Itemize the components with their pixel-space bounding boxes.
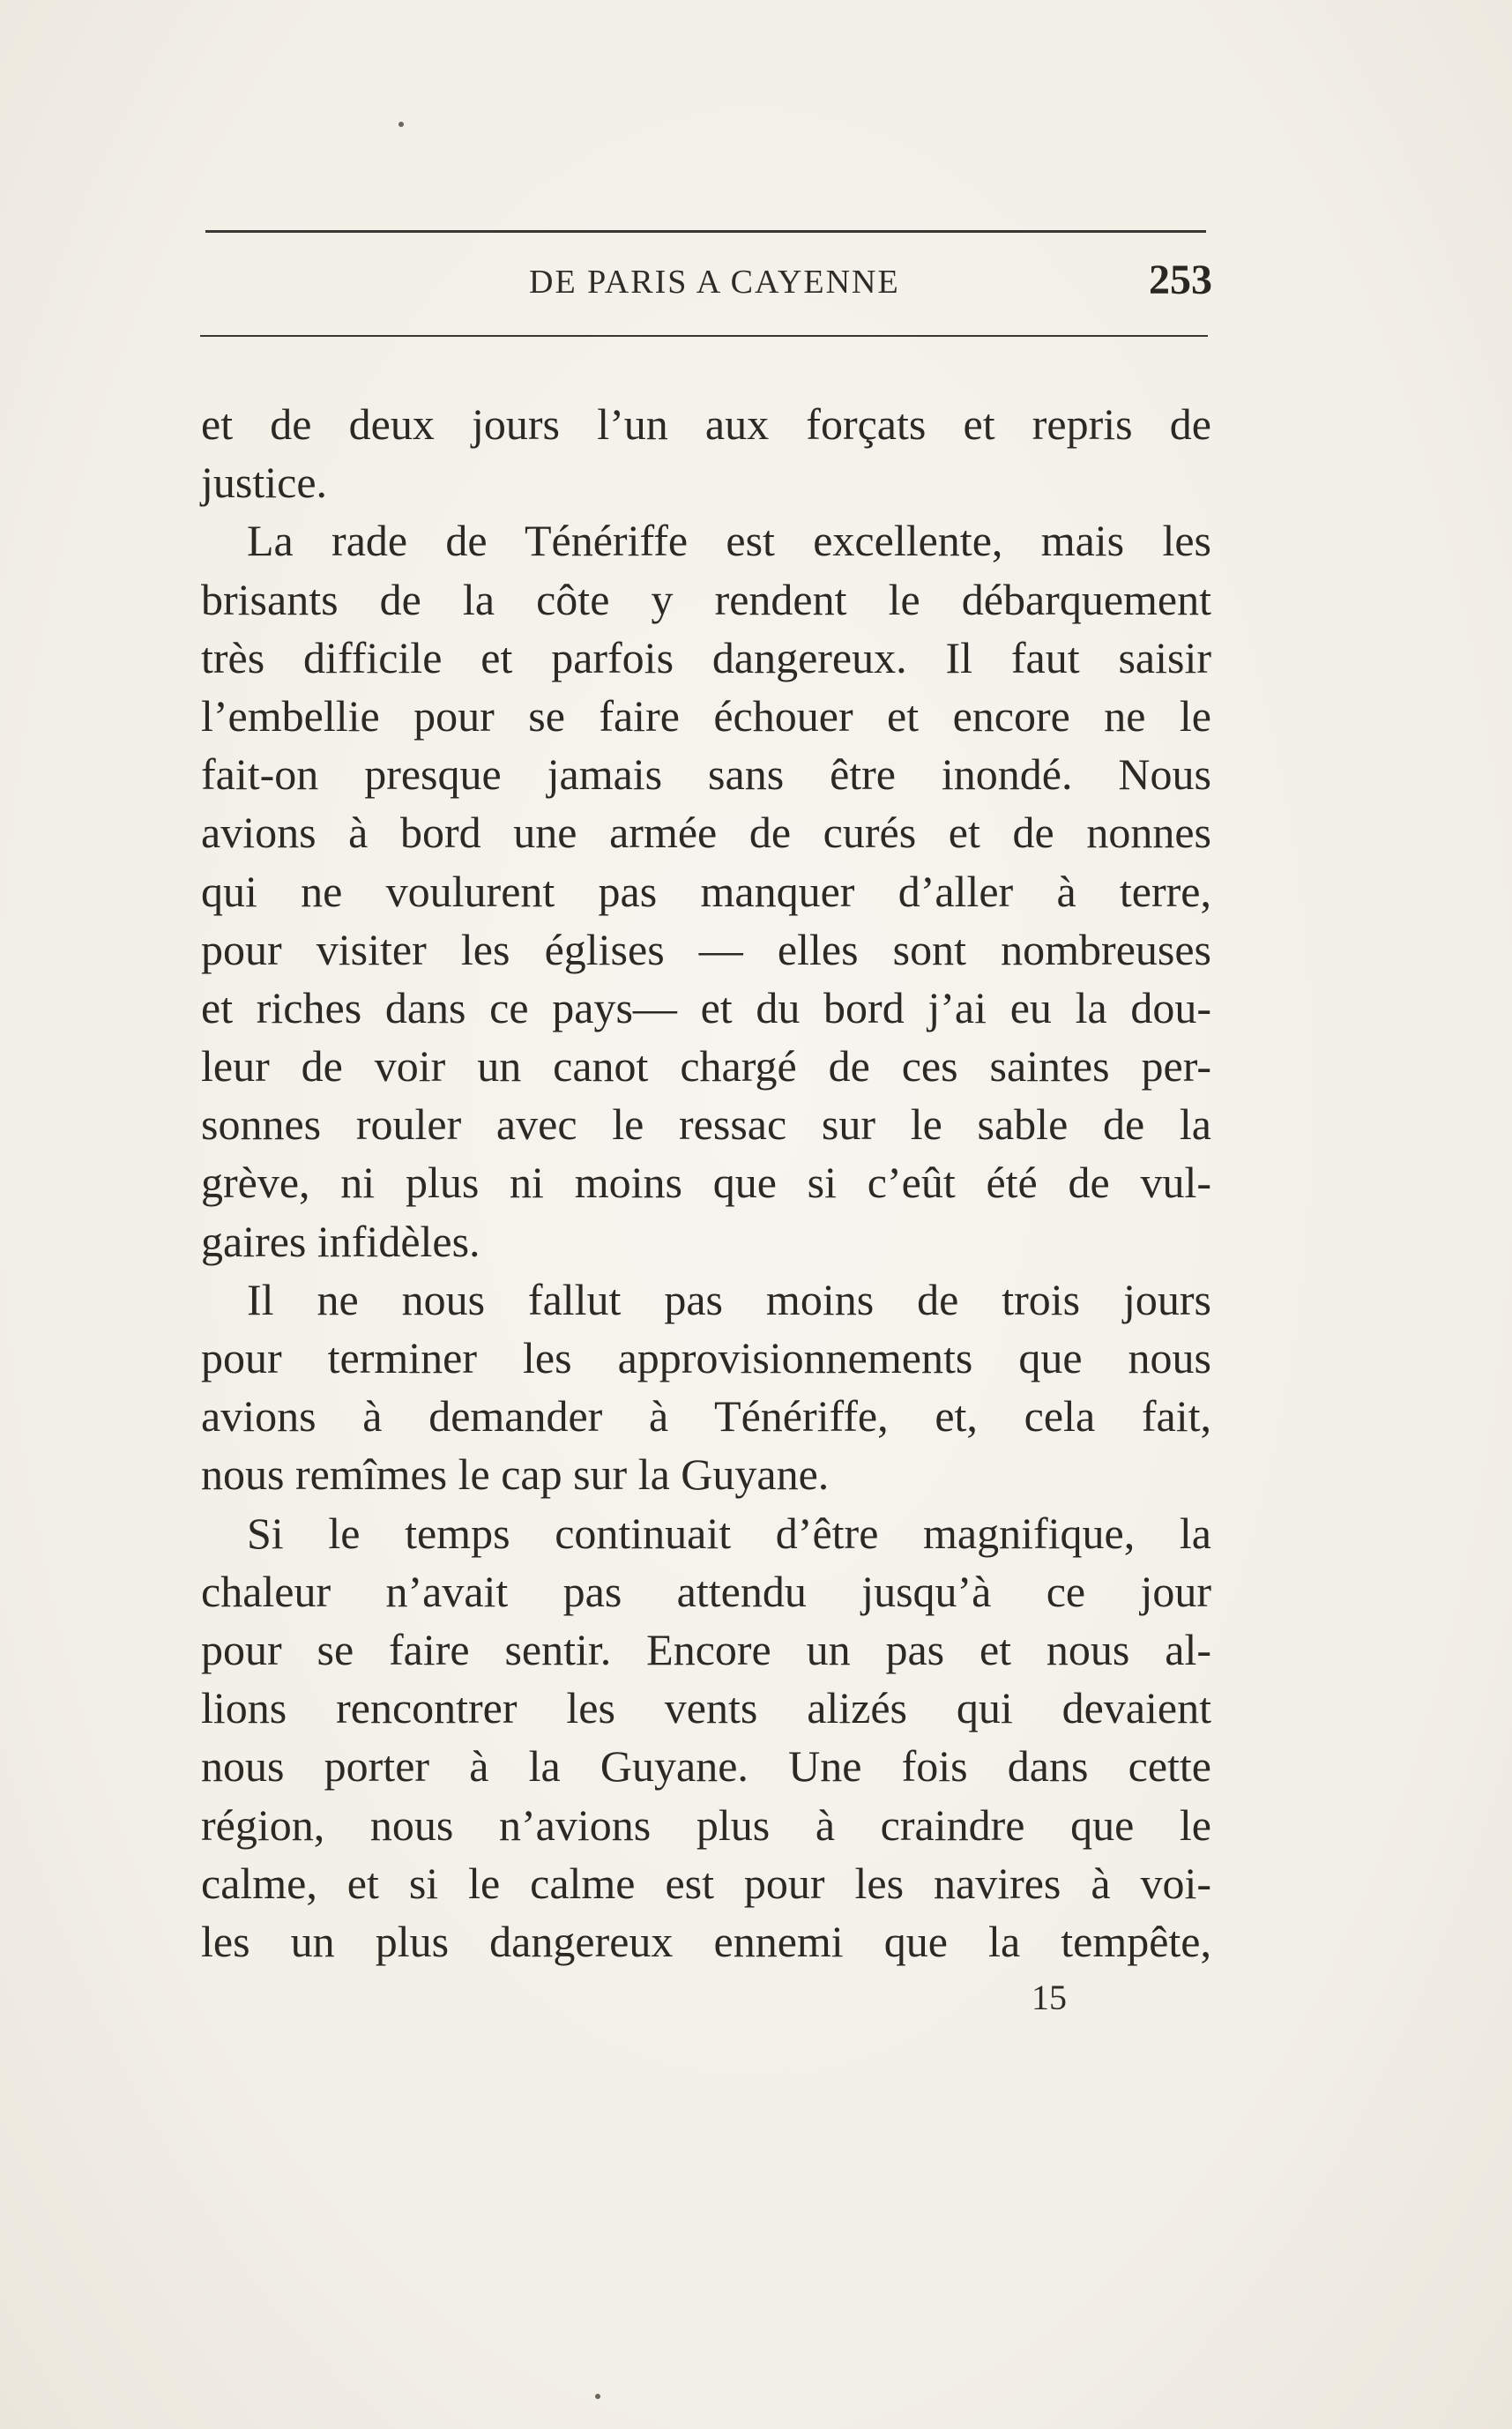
text-line: les un plus dangereux ennemi que la tempête,	[201, 1916, 1211, 1966]
paper-speck	[595, 2394, 600, 2399]
text-line: pour se faire sentir. Encore un pas et nous al-	[201, 1624, 1211, 1674]
page-number: 253	[1149, 257, 1212, 303]
text-line: brisants de la côte y rendent le débarquement	[201, 574, 1211, 624]
header-rule-bottom	[200, 335, 1208, 337]
text-line: pour visiter les églises — elles sont nombreuses	[201, 924, 1211, 974]
text-line: et riches dans ce pays— et du bord j’ai eu la dou-	[201, 982, 1211, 1032]
text-line: qui ne voulurent pas manquer d’aller à terre,	[201, 866, 1211, 916]
text-line: avions à demander à Ténériffe, et, cela fait,	[201, 1391, 1211, 1442]
text-line: pour terminer les approvisionnements que nous	[201, 1333, 1211, 1382]
text-line: sonnes rouler avec le ressac sur le sable de la	[201, 1099, 1211, 1150]
text-line: avions à bord une armée de curés et de nonnes	[201, 808, 1211, 858]
text-line: et de deux jours l’un aux forçats et repris de	[201, 399, 1211, 449]
text-line: région, nous n’avions plus à craindre que le	[201, 1799, 1211, 1850]
body-text	[201, 395, 1211, 1971]
text-line: très difficile et parfois dangereux. Il faut saisir	[201, 632, 1211, 682]
text-line: leur de voir un canot chargé de ces saintes per-	[201, 1041, 1211, 1092]
running-head: DE PARIS A CAYENNE	[529, 264, 900, 301]
text-line: justice.	[201, 458, 328, 508]
text-line: nous remîmes le cap sur la Guyane.	[201, 1449, 830, 1500]
text-line: l’embellie pour se faire échouer et encore ne le	[201, 690, 1211, 741]
text-line: nous porter à la Guyane. Une fois dans cette	[201, 1741, 1211, 1792]
text-line: Il ne nous fallut pas moins de trois jours	[247, 1274, 1211, 1324]
text-line: calme, et si le calme est pour les navires à voi-	[201, 1858, 1211, 1908]
header-rule-top	[205, 230, 1206, 233]
text-line: Si le temps continuait d’être magnifique, la	[247, 1508, 1211, 1558]
text-line: fait-on presque jamais sans être inondé. Nous	[201, 749, 1211, 800]
signature-mark: 15	[1032, 1978, 1067, 2017]
text-line: grève, ni plus ni moins que si c’eût été de vul-	[201, 1158, 1211, 1208]
text-line: La rade de Ténériffe est excellente, mais les	[247, 516, 1211, 566]
paper-speck	[398, 122, 404, 127]
text-line: chaleur n’avait pas attendu jusqu’à ce jour	[201, 1566, 1211, 1616]
text-line: lions rencontrer les vents alizés qui devaient	[201, 1683, 1211, 1733]
text-line: gaires infidèles.	[201, 1216, 480, 1266]
